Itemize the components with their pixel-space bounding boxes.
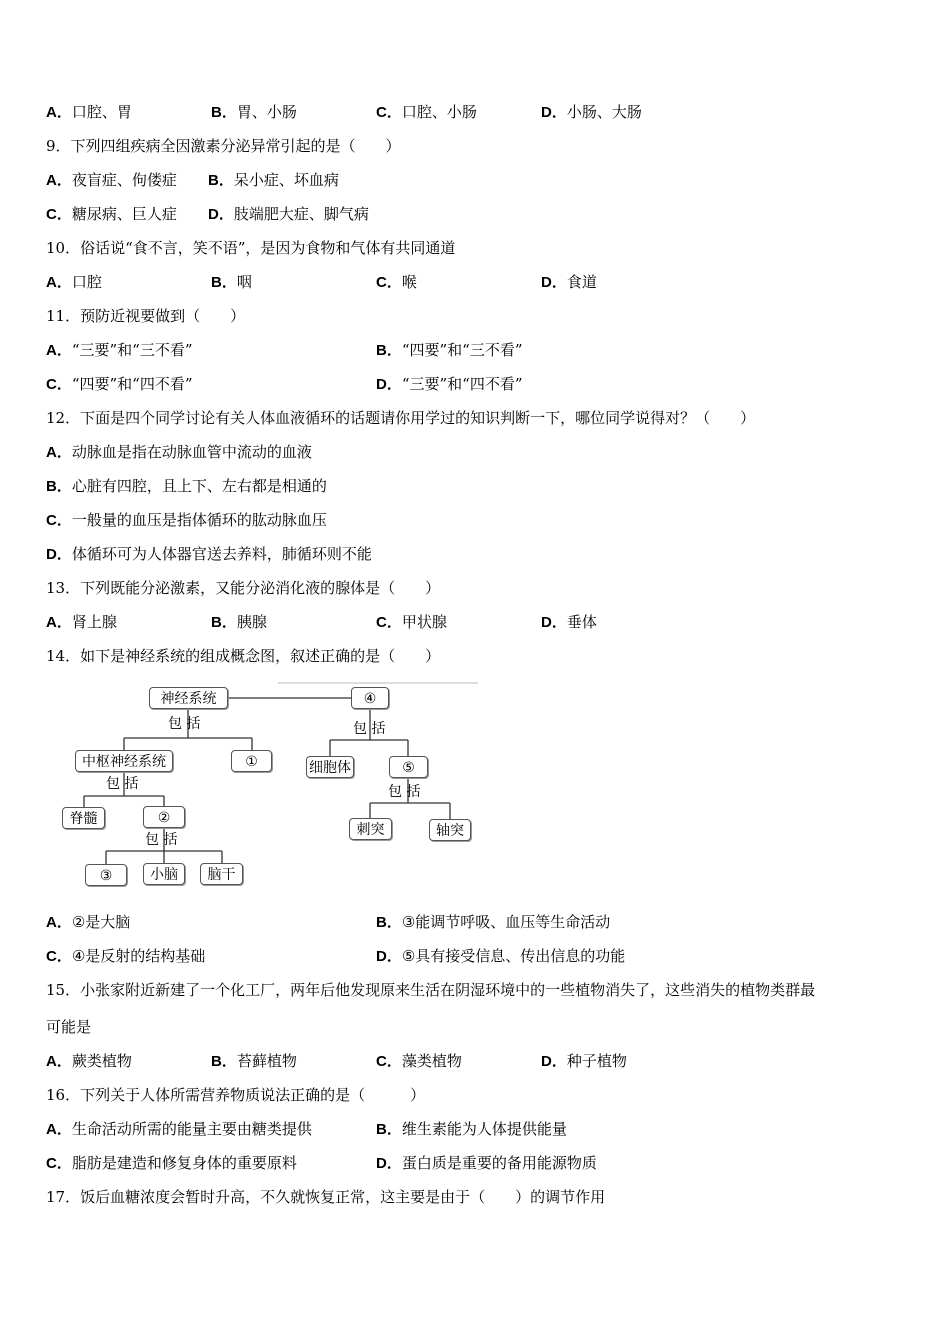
diagram-node-dendrite: 刺突 [349, 818, 392, 840]
q16-option-d: D．蛋白质是重要的备用能源物质 [376, 1154, 597, 1172]
q12-option-b: B．心脏有四腔，且上下、左右都是相通的 [46, 477, 327, 495]
diagram-label-includes: 包 括 [106, 776, 139, 792]
q9-stem: 9．下列四组疾病全因激素分泌异常引起的是（ ） [46, 137, 401, 155]
q15-option-d: D．种子植物 [541, 1052, 627, 1070]
q12-option-a: A．动脉血是指在动脉血管中流动的血液 [46, 443, 312, 461]
q8-option-b: B．胃、小肠 [211, 103, 297, 121]
q12-stem: 12．下面是四个同学讨论有关人体血液循环的话题请你用学过的知识判断一下，哪位同学说得对？（ ） [46, 409, 756, 427]
q11-option-c: C．“四要”和“四不看” [46, 375, 193, 393]
diagram-node-cerebellum: 小脑 [143, 863, 185, 885]
diagram-node-5: ⑤ [389, 756, 428, 778]
q9-option-b: B．呆小症、坏血病 [208, 171, 339, 189]
q16-option-b: B．维生素能为人体提供能量 [376, 1120, 567, 1138]
diagram-node-spinal-cord: 脊髓 [62, 807, 105, 829]
q13-option-a: A．肾上腺 [46, 613, 117, 631]
diagram-label-includes: 包 括 [353, 721, 386, 737]
q16-stem: 16．下列关于人体所需营养物质说法正确的是（ ） [46, 1086, 426, 1104]
diagram-node-cell-body: 细胞体 [306, 756, 354, 778]
diagram-label-includes: 包 括 [145, 832, 178, 848]
q14-option-c: C．④是反射的结构基础 [46, 947, 206, 965]
q8-option-d: D．小肠、大肠 [541, 103, 642, 121]
q14-option-d: D．⑤具有接受信息、传出信息的功能 [376, 947, 626, 965]
q11-stem: 11．预防近视要做到（ ） [46, 307, 246, 325]
q16-option-c: C．脂肪是建造和修复身体的重要原料 [46, 1154, 297, 1172]
q8-option-a: A．口腔、胃 [46, 103, 132, 121]
q11-option-b: B．“四要”和“三不看” [376, 341, 523, 359]
q10-stem: 10．俗话说“食不言，笑不语”，是因为食物和气体有共同通道 [46, 239, 456, 257]
q15-option-b: B．苔藓植物 [211, 1052, 297, 1070]
diagram-node-axon: 轴突 [429, 819, 471, 841]
q17-stem: 17．饭后血糖浓度会暂时升高，不久就恢复正常，这主要是由于（ ）的调节作用 [46, 1188, 606, 1206]
q15-stem-line1: 15．小张家附近新建了一个化工厂，两年后他发现原来生活在阴湿环境中的一些植物消失了，这些消失的植物类群最 [46, 981, 816, 999]
q10-option-d: D．食道 [541, 273, 597, 291]
q12-option-c: C．一般量的血压是指体循环的肱动脉血压 [46, 511, 327, 529]
diagram-node-nervous-system: 神经系统 [149, 687, 228, 709]
diagram-node-2: ② [143, 806, 185, 828]
diagram-node-1: ① [231, 750, 272, 772]
q16-option-a: A．生命活动所需的能量主要由糖类提供 [46, 1120, 312, 1138]
q13-option-c: C．甲状腺 [376, 613, 447, 631]
q14-option-b: B．③能调节呼吸、血压等生命活动 [376, 913, 611, 931]
diagram-label-includes: 包 括 [388, 784, 421, 800]
diagram-label-includes: 包 括 [168, 716, 201, 732]
diagram-node-central-nervous-system: 中枢神经系统 [75, 750, 173, 772]
q10-option-c: C．喉 [376, 273, 417, 291]
q9-option-d: D．肢端肥大症、脚气病 [208, 205, 369, 223]
q14-option-a: A．②是大脑 [46, 913, 131, 931]
q10-option-a: A．口腔 [46, 273, 102, 291]
q9-option-a: A．夜盲症、佝偻症 [46, 171, 177, 189]
q15-option-a: A．蕨类植物 [46, 1052, 132, 1070]
q8-option-c: C．口腔、小肠 [376, 103, 477, 121]
q10-option-b: B．咽 [211, 273, 252, 291]
diagram-node-3: ③ [85, 864, 127, 886]
q13-option-b: B．胰腺 [211, 613, 267, 631]
q12-option-d: D．体循环可为人体器官送去养料，肺循环则不能 [46, 545, 372, 563]
q14-stem: 14．如下是神经系统的组成概念图，叙述正确的是（ ） [46, 647, 441, 665]
q9-option-c: C．糖尿病、巨人症 [46, 205, 177, 223]
q11-option-d: D．“三要”和“四不看” [376, 375, 523, 393]
q15-option-c: C．藻类植物 [376, 1052, 462, 1070]
q15-stem-line2: 可能是 [46, 1018, 92, 1036]
diagram-node-brainstem: 脑干 [200, 863, 243, 885]
diagram-node-4: ④ [351, 687, 389, 709]
q13-option-d: D．垂体 [541, 613, 597, 631]
q13-stem: 13．下列既能分泌激素，又能分泌消化液的腺体是（ ） [46, 579, 441, 597]
q11-option-a: A．“三要”和“三不看” [46, 341, 193, 359]
